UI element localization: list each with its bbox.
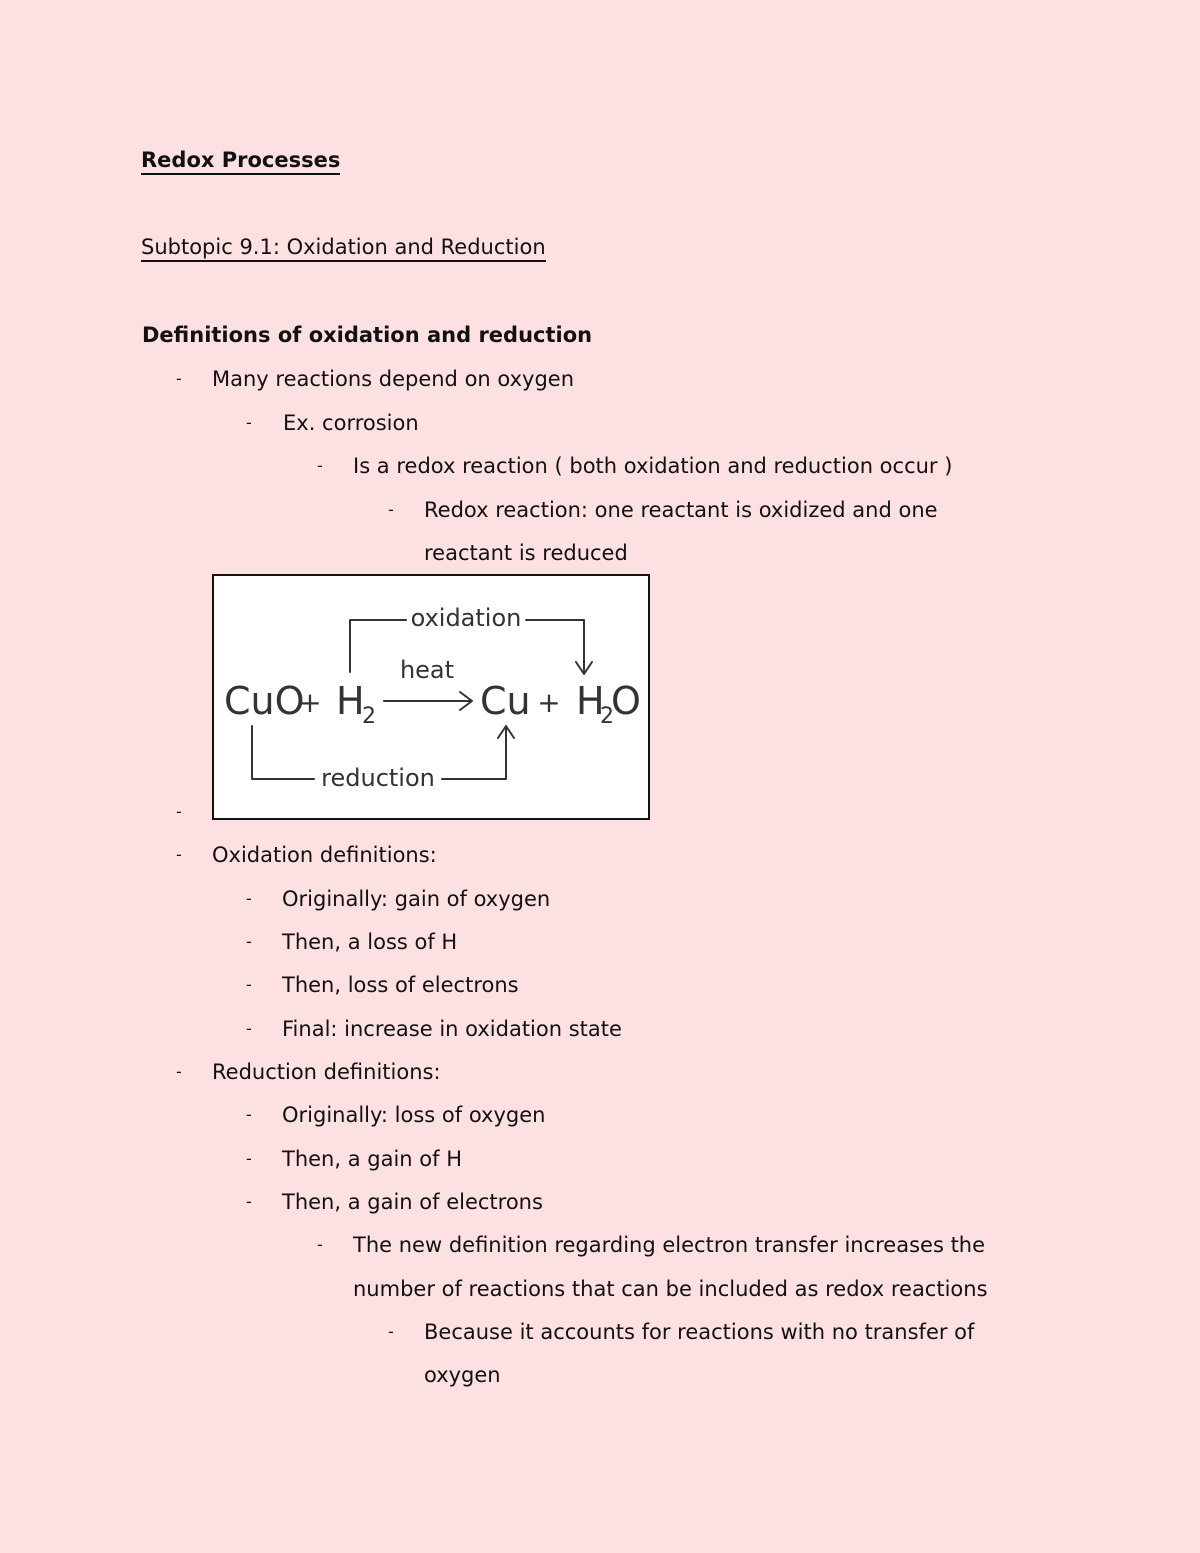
bullet-dash: - <box>388 1322 394 1341</box>
bullet-dash: - <box>388 500 394 519</box>
product-h2o: H <box>576 679 605 723</box>
plus-sign: + <box>298 686 322 719</box>
reduction-bracket-right <box>442 728 506 779</box>
bullet-dash: - <box>317 1235 323 1254</box>
bullet-dash: - <box>246 932 252 951</box>
list-item-continuation: reactant is reduced <box>424 541 628 565</box>
redox-diagram-svg <box>214 576 648 818</box>
list-item: Redox reaction: one reactant is oxidized and one <box>424 498 938 522</box>
bullet-dash: - <box>246 413 252 432</box>
list-item: The new definition regarding electron transfer increases the <box>353 1233 986 1257</box>
list-item: Then, a loss of H <box>282 930 458 954</box>
list-item: Then, loss of electrons <box>282 973 519 997</box>
bullet-dash: - <box>246 1149 252 1168</box>
list-item: Originally: gain of oxygen <box>282 887 551 911</box>
list-item: Many reactions depend on oxygen <box>212 367 575 391</box>
oxidation-bracket-right <box>526 620 584 672</box>
list-item-continuation: oxygen <box>424 1363 501 1387</box>
bullet-dash: - <box>246 975 252 994</box>
list-item: Then, a gain of H <box>282 1147 462 1171</box>
bullet-dash: - <box>246 1105 252 1124</box>
reactant-h2-subscript: 2 <box>362 704 376 729</box>
bullet-dash: - <box>317 456 323 475</box>
reduction-bracket-left <box>252 726 314 779</box>
bullet-dash: - <box>176 369 182 388</box>
plus-sign: + <box>537 686 561 719</box>
section-heading: Definitions of oxidation and reduction <box>142 323 593 347</box>
list-item: Then, a gain of electrons <box>282 1190 543 1214</box>
oxidation-bracket-left <box>350 620 406 672</box>
reactant-cuo: CuO <box>224 679 305 723</box>
oxidation-label: oxidation <box>410 604 522 632</box>
list-item: Final: increase in oxidation state <box>282 1017 622 1041</box>
list-item: Reduction definitions: <box>212 1060 441 1084</box>
list-item: Ex. corrosion <box>283 411 419 435</box>
heat-label: heat <box>399 656 455 684</box>
bullet-dash: - <box>176 1062 182 1081</box>
bullet-dash: - <box>176 802 182 821</box>
redox-diagram <box>212 574 650 820</box>
bullet-dash: - <box>246 1019 252 1038</box>
product-h2o-subscript: 2 <box>600 704 614 729</box>
list-item: Is a redox reaction ( both oxidation and reduction occur ) <box>353 454 953 478</box>
list-item: Originally: loss of oxygen <box>282 1103 546 1127</box>
bullet-dash: - <box>246 889 252 908</box>
subtopic-heading: Subtopic 9.1: Oxidation and Reduction <box>141 235 546 262</box>
bullet-dash: - <box>176 845 182 864</box>
bullet-dash: - <box>246 1192 252 1211</box>
list-item-continuation: number of reactions that can be included as redox reactions <box>353 1277 988 1301</box>
reactant-h2: H <box>336 679 365 723</box>
list-item: Because it accounts for reactions with no transfer of <box>424 1320 975 1344</box>
product-cu: Cu <box>480 679 531 723</box>
reduction-label: reduction <box>321 764 435 792</box>
page-title: Redox Processes <box>141 148 340 175</box>
product-h2o-oxygen: O <box>611 679 641 723</box>
list-item: Oxidation definitions: <box>212 843 437 867</box>
